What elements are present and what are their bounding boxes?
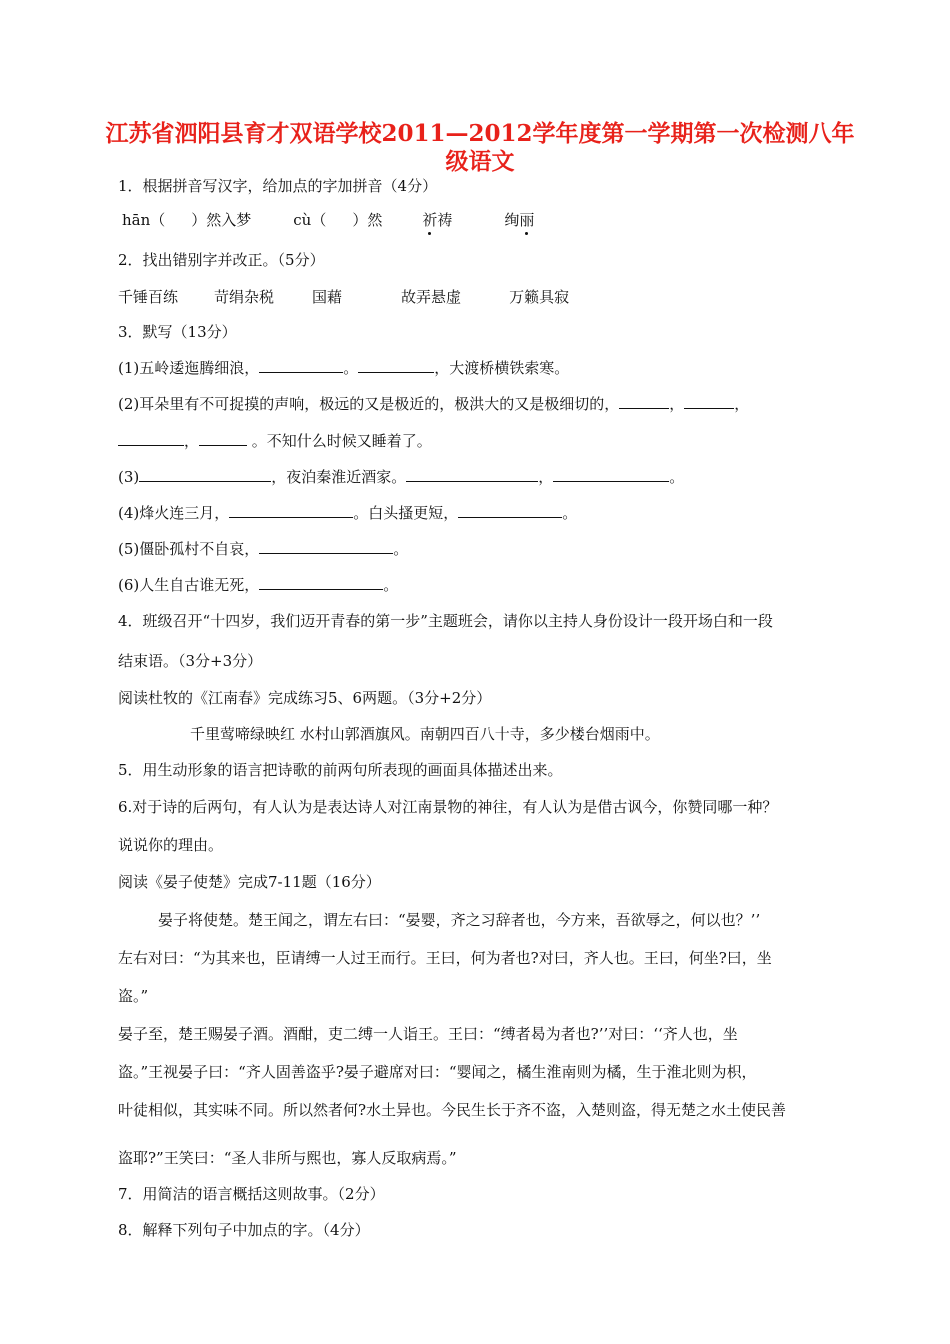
recitation-6 <box>118 575 398 595</box>
blank[interactable] <box>199 431 247 446</box>
question-6-line-1: 6.对于诗的后两句，有人认为是表达诗人对江南景物的神往，有人认为是借古讽今，你赞同哪一种？ <box>118 798 778 816</box>
pinyin-han-prefix: hān（ <box>122 211 166 229</box>
blank[interactable] <box>259 575 383 590</box>
pinyin-han-suffix: ）然入梦 <box>191 211 252 229</box>
blank[interactable] <box>684 394 734 409</box>
punct: ， <box>184 432 200 450</box>
char-dao: 祷 <box>437 211 453 229</box>
reading-2-intro: 阅读《晏子使楚》完成7-11题（16分） <box>118 873 381 891</box>
dotted-char-li: 丽 <box>519 211 535 229</box>
question-4-line-2: 结束语。（3分+3分） <box>118 652 263 670</box>
question-2: 2．找出错别字并改正。（5分） <box>118 251 325 269</box>
question-2-words <box>118 287 569 307</box>
question-5: 5．用生动形象的语言把诗歌的前两句所表现的画面具体描述出来。 <box>118 761 563 779</box>
word-5: 万籁具寂 <box>509 288 570 306</box>
reading-1-intro: 阅读杜牧的《江南春》完成练习5、6两题。（3分+2分） <box>118 689 492 707</box>
passage-line-7: 盗耶?”王笑曰：“圣人非所与熙也，寡人反取病焉。” <box>118 1149 457 1167</box>
question-6-line-2: 说说你的理由。 <box>118 836 224 854</box>
question-1-items <box>122 210 534 230</box>
word-3: 国藉 <box>312 288 343 306</box>
recitation-3 <box>118 467 684 487</box>
poem-text: 千里莺啼绿映红 水村山郭酒旗风。南朝四百八十寺，多少楼台烟雨中。 <box>190 725 660 743</box>
dotted-char-qi: 祈 <box>422 211 438 229</box>
pinyin-cu-suffix: ）然 <box>352 211 383 229</box>
question-8: 8．解释下列句子中加点的字。（4分） <box>118 1221 370 1239</box>
punct: 。 <box>383 576 399 594</box>
punct: 。 <box>669 468 685 486</box>
recitation-2-text: (2)耳朵里有不可捉摸的声响，极远的又是极近的，极洪大的又是极细切的， <box>118 395 620 413</box>
punct: ， <box>734 395 750 413</box>
blank[interactable] <box>553 467 669 482</box>
recitation-4 <box>118 503 577 523</box>
question-4-line-1: 4．班级召开“十四岁，我们迈开青春的第一步”主题班会，请你以主持人身份设计一段开场白和一段 <box>118 612 773 630</box>
recitation-1 <box>118 358 569 378</box>
recitation-5-text: (5)僵卧孤村不自哀， <box>118 540 260 558</box>
passage-line-2: 左右对曰：“为其来也，臣请缚一人过王而行。王曰，何为者也?对曰，齐人也。王曰，何坐?曰，坐 <box>118 949 772 967</box>
punct: 。 <box>343 359 359 377</box>
question-7: 7．用简洁的语言概括这则故事。（2分） <box>118 1185 385 1203</box>
blank[interactable] <box>406 467 538 482</box>
punct: 。 <box>562 504 578 522</box>
blank[interactable] <box>259 539 393 554</box>
word-4: 故弄悬虚 <box>401 288 462 306</box>
blank[interactable] <box>118 431 184 446</box>
passage-line-6: 叶徒相似，其实味不同。所以然者何?水土异也。今民生长于齐不盗，入楚则盗，得无楚之水土使民善 <box>118 1101 787 1119</box>
punct: ， <box>669 395 685 413</box>
recitation-1-end: ，大渡桥横铁索寒。 <box>434 359 570 377</box>
recitation-1-text: (1)五岭逶迤腾细浪， <box>118 359 260 377</box>
recitation-6-text: (6)人生自古谁无死， <box>118 576 260 594</box>
question-3: 3．默写（13分） <box>118 323 237 341</box>
passage-line-5: 盗。”王视晏子曰：“齐人固善盗乎?晏子避席对曰：“婴闻之，橘生淮南则为橘，生于淮北则为枳， <box>118 1063 757 1081</box>
question-1: 1．根据拼音写汉字，给加点的字加拼音（4分） <box>118 177 438 195</box>
char-xuan: 绚 <box>504 211 520 229</box>
word-1: 千锤百练 <box>118 288 179 306</box>
blank[interactable] <box>458 503 562 518</box>
recitation-2 <box>118 394 749 414</box>
recitation-3-num: (3) <box>118 468 140 486</box>
punct: ， <box>538 468 554 486</box>
blank[interactable] <box>139 467 271 482</box>
recitation-4-mid: 。白头搔更短， <box>353 504 459 522</box>
punct: 。 <box>393 540 409 558</box>
recitation-2-cont <box>118 431 432 451</box>
passage-line-1: 晏子将使楚。楚王闻之，谓左右曰：“晏婴，齐之习辞者也，今方来，吾欲辱之，何以也？’’ <box>158 911 761 929</box>
pinyin-cu-prefix: cù（ <box>293 211 327 229</box>
recitation-3-text: ，夜泊秦淮近酒家。 <box>271 468 407 486</box>
page-title: 江苏省泗阳县育才双语学校2011—2012学年度第一学期第一次检测八年级语文 <box>105 120 855 175</box>
blank[interactable] <box>229 503 353 518</box>
word-2: 苛绢杂税 <box>214 288 275 306</box>
recitation-2-end: 。不知什么时候又睡着了。 <box>247 432 432 450</box>
passage-line-4: 晏子至，楚王赐晏子酒。酒酣，吏二缚一人诣王。王曰：“缚者曷为者也?’’对曰：‘‘齐人也，坐 <box>118 1025 738 1043</box>
passage-line-3: 盗。” <box>118 987 149 1005</box>
blank[interactable] <box>259 358 343 373</box>
recitation-5 <box>118 539 408 559</box>
blank[interactable] <box>619 394 669 409</box>
recitation-4-text: (4)烽火连三月， <box>118 504 230 522</box>
blank[interactable] <box>358 358 434 373</box>
